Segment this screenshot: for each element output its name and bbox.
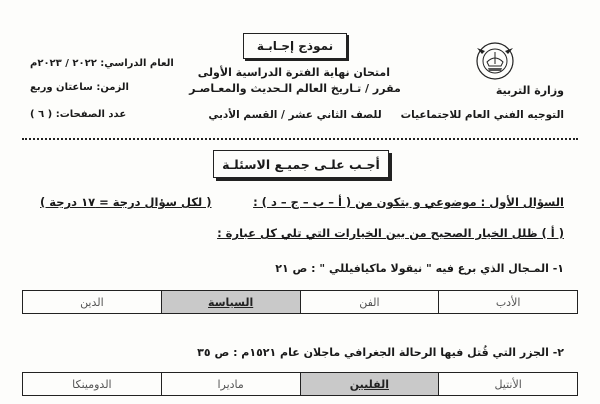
options-row-1	[22, 290, 578, 314]
question-item-2: ٢- الجزر التي قُتل فيها الرحالة الجغرافي ماجلان عام ١٥٢١م : ص ٣٥	[197, 346, 564, 359]
option-1-d[interactable]: الدين	[80, 295, 104, 309]
option-2-a[interactable]: الأنتيل	[438, 373, 577, 395]
option-1-a[interactable]: الأدب	[438, 291, 577, 313]
answer-model-label	[243, 33, 347, 59]
academic-year: العام الدراسي: ٢٠٢٢ / ٢٠٢٣م	[30, 58, 174, 69]
option-2-d[interactable]: الدومينكا	[72, 377, 112, 391]
question-points: ( لكل سؤال درجة = ١٧ درجة )	[40, 195, 212, 209]
answer-model-text: نموذج إجـابـة	[256, 39, 334, 53]
kuwait-emblem-icon	[474, 40, 516, 82]
ministry-name: وزارة التربية	[495, 84, 564, 97]
separator-line	[22, 138, 578, 140]
option-2-c[interactable]: ماديرا	[161, 373, 300, 395]
grade-level: للصف الثاني عشر / القسم الأدبي	[208, 109, 382, 121]
option-2-b[interactable]: الفلبين	[300, 373, 439, 395]
course-title: مقرر / تـاريخ العالم الـحديث والمعـاصـر	[189, 82, 401, 95]
question-title: السؤال الأول : موضوعي و يتكون من ( أ – ب – ج – د ) :	[253, 195, 564, 209]
question-item-1: ١- المـجال الذي برع فيه " نيقولا ماكيافيللي " : ص ٢١	[275, 262, 564, 275]
part-a-instruction: ( أ ) ظلل الخيار الصحيح من بين الخيارات التي تلي كل عبارة :	[217, 226, 564, 240]
option-1-c[interactable]: السياسة	[161, 291, 300, 313]
options-row-2	[22, 372, 578, 396]
supervision-name: التوجيه الفني العام للاجتماعيات	[400, 109, 564, 121]
instruction-text: أجـب علـى جميـع الاسئلـة	[222, 156, 380, 172]
page-count: عدد الصفحات: ( ٦ )	[30, 109, 127, 120]
exam-title: امتحان نهاية الفترة الدراسية الأولى	[197, 66, 390, 79]
option-1-b[interactable]: الفن	[300, 291, 439, 313]
exam-duration: الزمن: ساعتان وربع	[30, 82, 129, 93]
instruction-box	[213, 150, 389, 178]
